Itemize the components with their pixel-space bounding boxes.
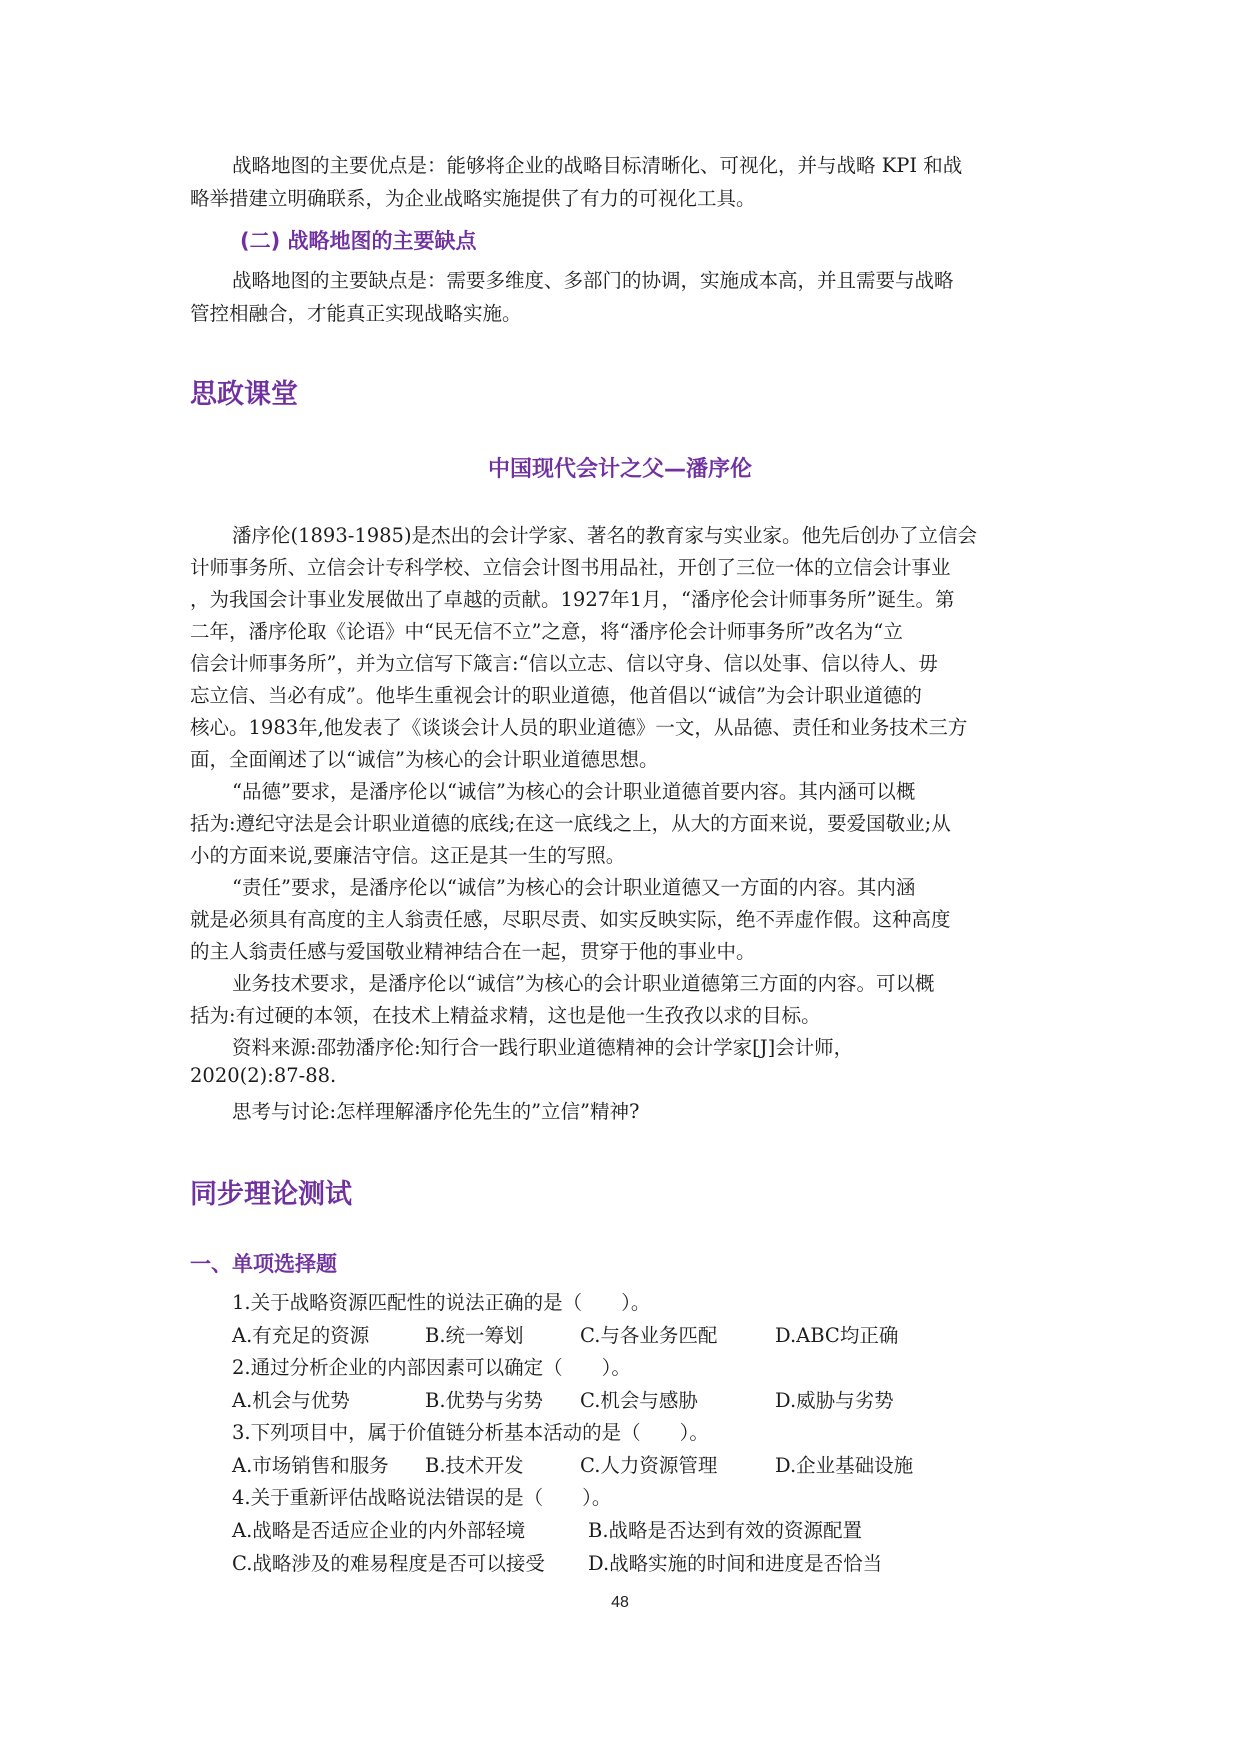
page-number: 48 <box>611 1594 629 1611</box>
drawback-line-1: 战略地图的主要缺点是：需要多维度、多部门的协调，实施成本高，并且需要与战略 <box>232 269 954 292</box>
q4-option-d: D.战略实施的时间和进度是否恰当 <box>588 1552 883 1575</box>
q3-option-c: C.人力资源管理 <box>580 1454 718 1477</box>
question-4: 4.关于重新评估战略说法错误的是（ ）。 <box>232 1486 612 1509</box>
article-line-10: 括为:遵纪守法是会计职业道德的底线;在这一底线之上，从大的方面来说，要爱国敬业;从 <box>190 812 951 835</box>
q3-option-a: A.市场销售和服务 <box>232 1454 389 1477</box>
q2-option-b: B.优势与劣势 <box>425 1389 544 1412</box>
article-line-1: 潘序伦(1893-1985)是杰出的会计学家、著名的教育家与实业家。他先后创办了立信会 <box>232 524 978 547</box>
q3-option-b: B.技术开发 <box>425 1454 524 1477</box>
q4-option-c: C.战略涉及的难易程度是否可以接受 <box>232 1552 545 1575</box>
article-line-2: 计师事务所、立信会计专科学校、立信会计图书用品社，开创了三位一体的立信会计事业 <box>190 556 951 579</box>
source-line-2: 2020(2):87-88. <box>190 1064 337 1087</box>
intro-line-2: 略举措建立明确联系，为企业战略实施提供了有力的可视化工具。 <box>190 187 756 210</box>
article-title: 中国现代会计之父—潘序伦 <box>487 457 752 482</box>
article-line-6: 忘立信、当必有成”。他毕生重视会计的职业道德，他首倡以“诚信”为会计职业道德的 <box>190 684 922 707</box>
article-line-4: 二年，潘序伦取《论语》中“民无信不立”之意，将“潘序伦会计师事务所”改名为“立 <box>190 620 903 643</box>
question-2: 2.通过分析企业的内部因素可以确定（ ）。 <box>232 1356 631 1379</box>
question-1: 1.关于战略资源匹配性的说法正确的是（ ）。 <box>232 1291 651 1314</box>
q3-option-d: D.企业基础设施 <box>775 1454 914 1477</box>
drawback-line-2: 管控相融合，才能真正实现战略实施。 <box>190 302 522 325</box>
q4-option-a: A.战略是否适应企业的内外部轻境 <box>232 1519 526 1542</box>
article-line-12: “责任”要求，是潘序伦以“诚信”为核心的会计职业道德又一方面的内容。其内涵 <box>232 876 916 899</box>
article-line-9: “品德”要求，是潘序伦以“诚信”为核心的会计职业道德首要内容。其内涵可以概 <box>232 780 916 803</box>
section-heading-sizheng: 思政课堂 <box>190 379 298 410</box>
article-line-5: 信会计师事务所”，并为立信写下箴言:“信以立志、信以守身、信以处事、信以待人、毋 <box>190 652 939 675</box>
q1-option-b: B.统一筹划 <box>425 1324 524 1347</box>
article-line-11: 小的方面来说,要廉洁守信。这正是其一生的写照。 <box>190 844 626 867</box>
question-3: 3.下列项目中，属于价值链分析基本活动的是（ ）。 <box>232 1421 709 1444</box>
article-line-15: 业务技术要求，是潘序伦以“诚信”为核心的会计职业道德第三方面的内容。可以概 <box>232 972 935 995</box>
intro-line-1: 战略地图的主要优点是：能够将企业的战略目标清晰化、可视化，并与战略 KPI 和战 <box>232 154 963 177</box>
q1-option-d: D.ABC均正确 <box>775 1324 899 1347</box>
article-line-7: 核心。1983年,他发表了《谈谈会计人员的职业道德》一文，从品德、责任和业务技术三方 <box>190 716 968 739</box>
article-line-8: 面，全面阐述了以“诚信”为核心的会计职业道德思想。 <box>190 748 659 771</box>
q1-option-a: A.有充足的资源 <box>232 1324 370 1347</box>
article-line-3: ，为我国会计事业发展做出了卓越的贡献。1927年1月，“潘序伦会计师事务所”诞生。第 <box>190 588 955 611</box>
article-line-13: 就是必须具有高度的主人翁责任感，尽职尽责、如实反映实际，绝不弄虚作假。这种高度 <box>190 908 951 931</box>
discussion-question: 思考与讨论:怎样理解潘序伦先生的”立信”精神? <box>232 1100 640 1123</box>
q2-option-d: D.威胁与劣势 <box>775 1389 894 1412</box>
sub-heading-drawbacks: (二) 战略地图的主要缺点 <box>240 229 477 253</box>
q1-option-c: C.与各业务匹配 <box>580 1324 718 1347</box>
source-line-1: 资料来源:邵勃潘序伦:知行合一践行职业道德精神的会计学家[J]会计师， <box>232 1036 854 1059</box>
subheading-single-choice: 一、单项选择题 <box>190 1252 337 1276</box>
section-heading-test: 同步理论测试 <box>190 1179 352 1210</box>
q2-option-c: C.机会与感胁 <box>580 1389 698 1412</box>
article-line-14: 的主人翁责任感与爱国敬业精神结合在一起，贯穿于他的事业中。 <box>190 940 756 963</box>
article-line-16: 括为:有过硬的本领，在技术上精益求精，这也是他一生孜孜以求的目标。 <box>190 1004 821 1027</box>
q2-option-a: A.机会与优势 <box>232 1389 350 1412</box>
q4-option-b: B.战略是否达到有效的资源配置 <box>588 1519 863 1542</box>
